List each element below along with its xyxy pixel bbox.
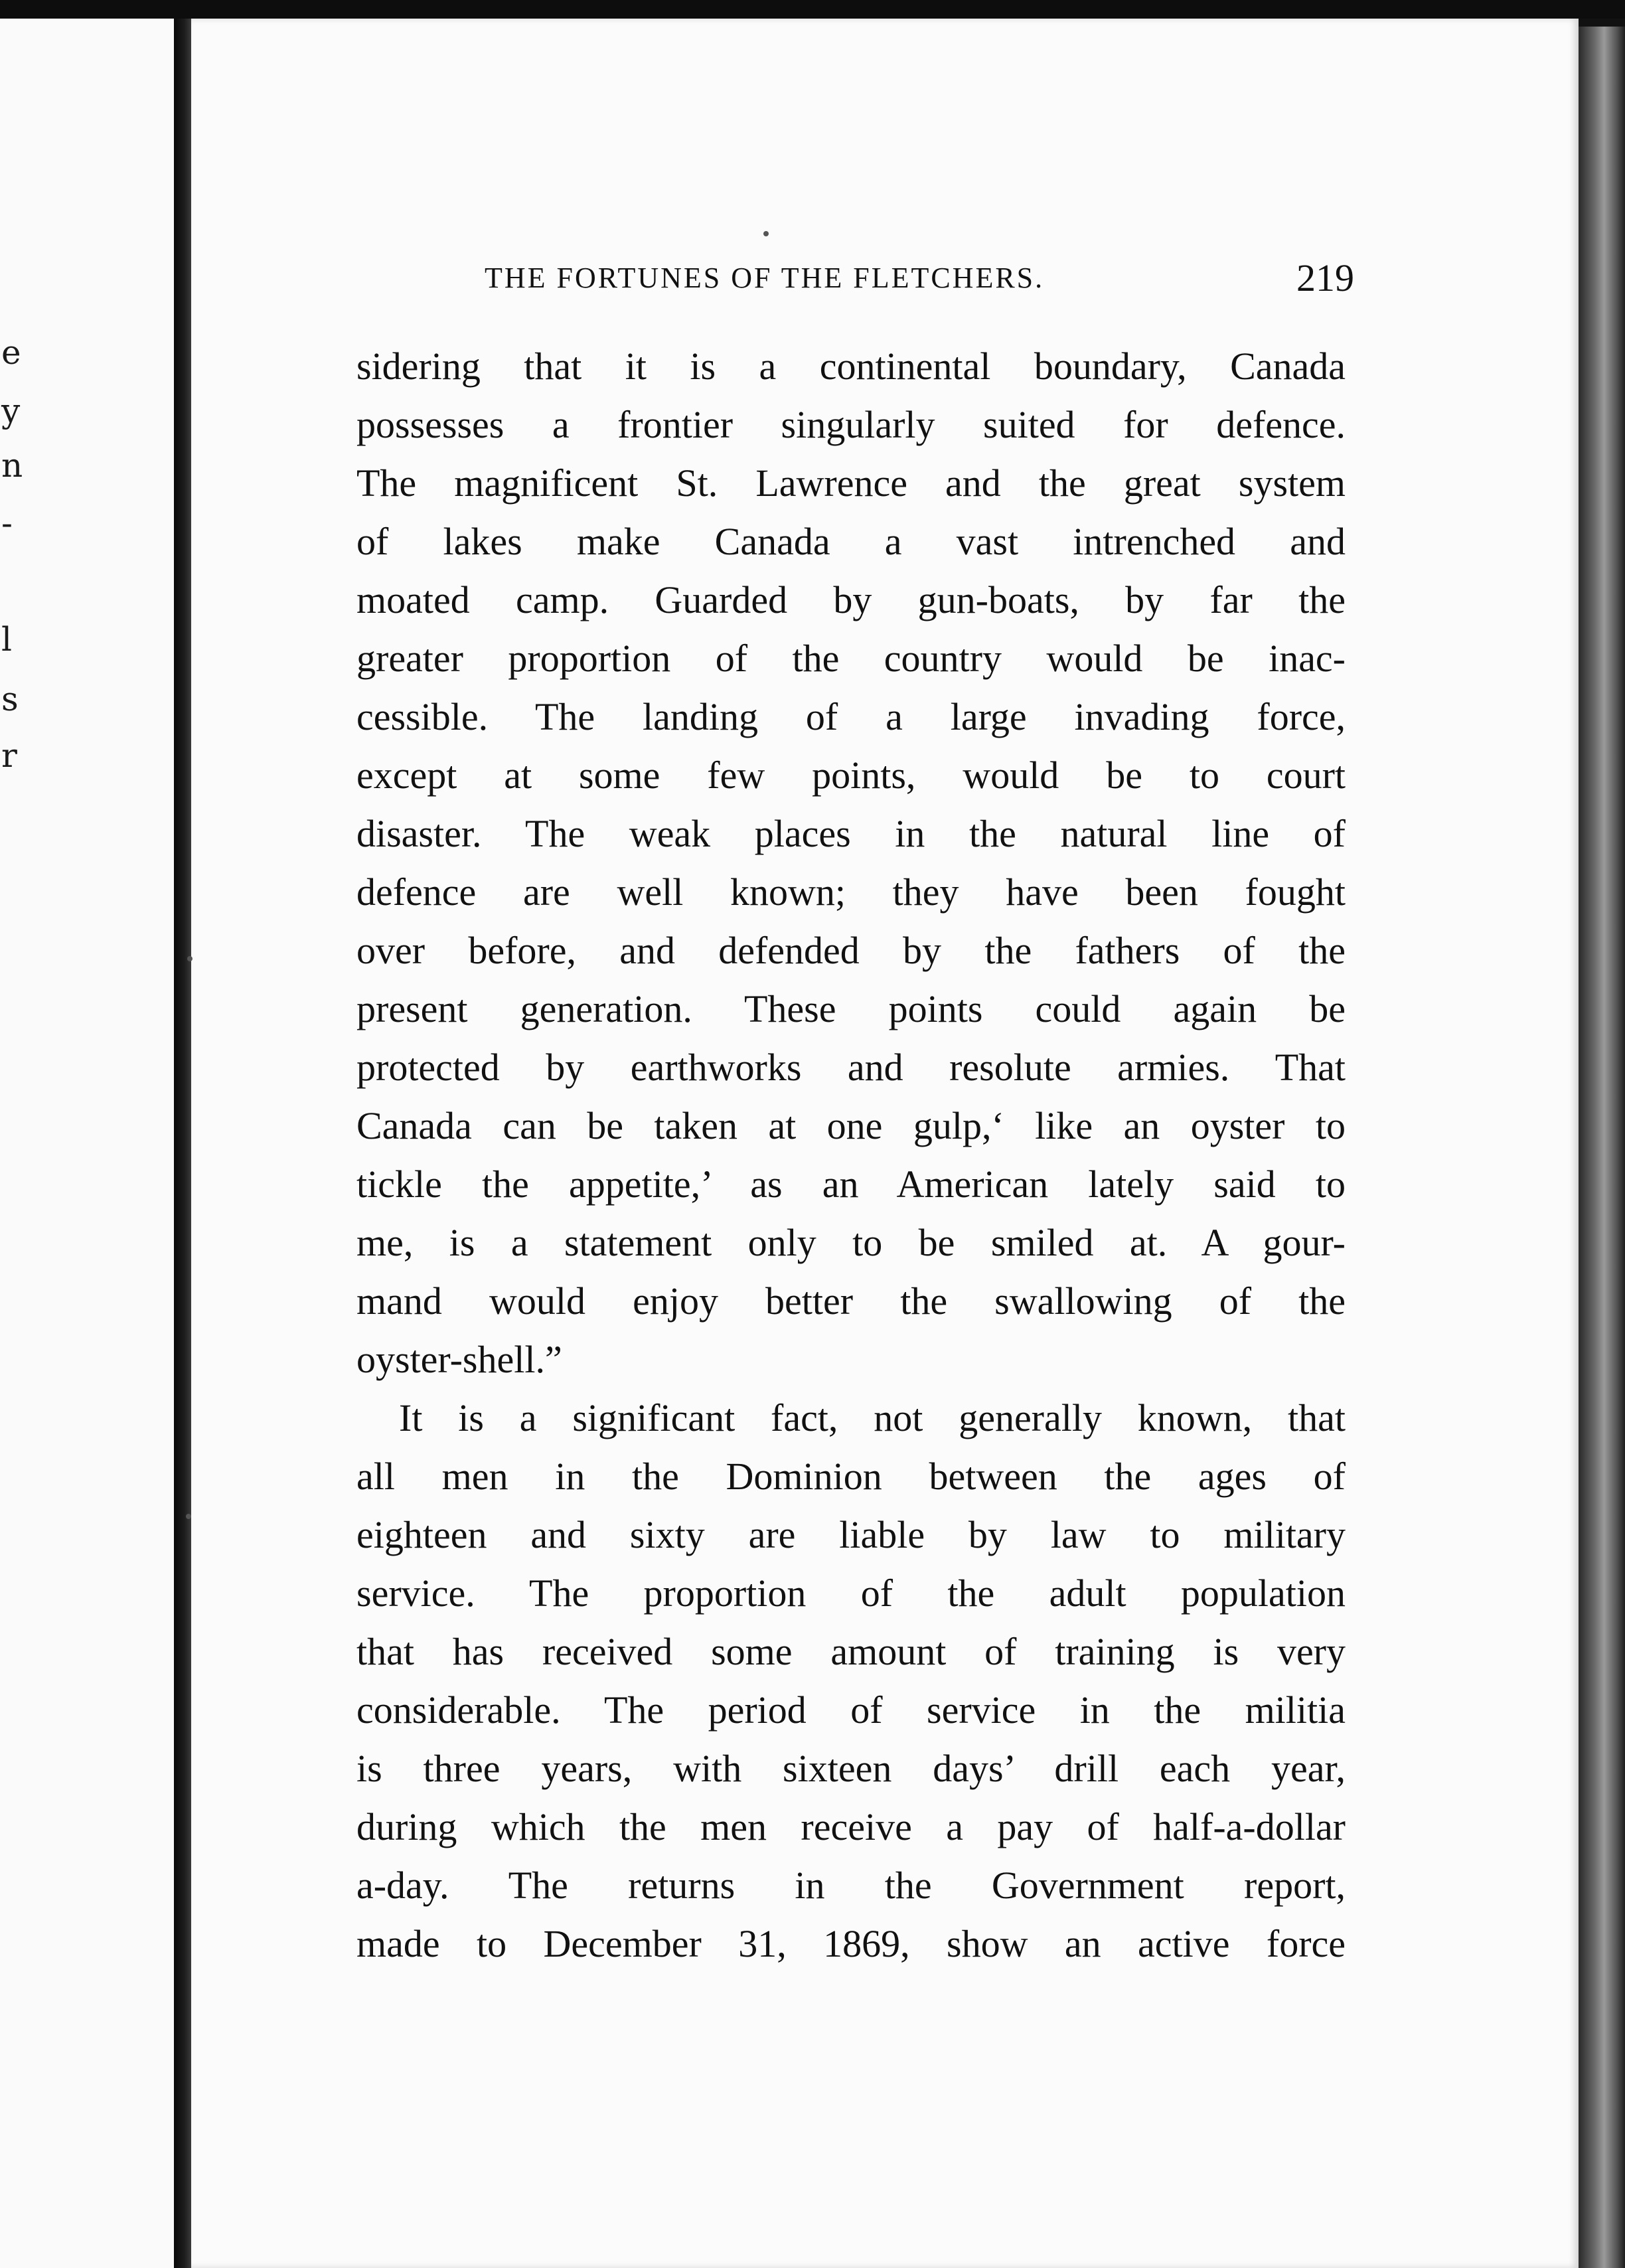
page-edge-shadow <box>1579 27 1625 2268</box>
text-line: tickle the appetite,’ as an American lately said to <box>356 1163 1346 1206</box>
text-line: me, is a statement only to be smiled at. A gour- <box>356 1221 1346 1264</box>
text-line: moated camp. Guarded by gun-boats, by far the <box>356 578 1346 621</box>
text-line: Canada can be taken at one gulp,‘ like an oyster to <box>356 1104 1346 1147</box>
left-fragment: e <box>1 333 21 372</box>
text-line: eighteen and sixty are liable by law to military <box>356 1513 1346 1556</box>
text-line: all men in the Dominion between the ages of <box>356 1455 1346 1498</box>
text-line: except at some few points, would be to court <box>356 754 1346 797</box>
text-line: considerable. The period of service in the militia <box>356 1688 1346 1732</box>
text-line: made to December 31, 1869, show an active force <box>356 1922 1346 1965</box>
text-line: service. The proportion of the adult population <box>356 1572 1346 1615</box>
text-line: that has received some amount of training is very <box>356 1630 1346 1673</box>
page-number: 219 <box>1296 256 1354 299</box>
text-line: greater proportion of the country would be inac- <box>356 637 1346 680</box>
text-line: over before, and defended by the fathers of the <box>356 929 1346 972</box>
paragraph-end-line: oyster-shell.” <box>356 1338 562 1381</box>
paragraph-first-line: It is a significant fact, not generally known, that <box>399 1396 1346 1439</box>
text-line: a-day. The returns in the Government report, <box>356 1864 1346 1907</box>
text-line: protected by earthworks and resolute armies. That <box>356 1046 1346 1089</box>
running-head <box>485 256 1354 302</box>
paper-speck <box>186 1514 191 1519</box>
text-line: of lakes make Canada a vast intrenched and <box>356 520 1346 563</box>
body-text <box>356 337 1346 1973</box>
text-line: cessible. The landing of a large invading force, <box>356 695 1346 738</box>
book-gutter <box>174 19 191 2268</box>
scan-top-border <box>0 0 1625 19</box>
running-head-title: THE FORTUNES OF THE FLETCHERS. <box>485 262 1045 294</box>
left-fragment: n <box>1 446 23 485</box>
left-fragment: r <box>1 736 17 775</box>
left-page-text-fragments <box>0 19 23 882</box>
left-fragment: y <box>1 392 21 430</box>
text-line: during which the men receive a pay of half-a-dollar <box>356 1805 1346 1848</box>
text-line: possesses a frontier singularly suited for defence. <box>356 403 1346 446</box>
left-fragment: s <box>1 680 19 718</box>
left-fragment: l <box>1 620 12 659</box>
text-line: The magnificent St. Lawrence and the great system <box>356 461 1346 505</box>
text-line: defence are well known; they have been fought <box>356 870 1346 914</box>
left-page-fragment <box>0 19 174 2268</box>
text-line: present generation. These points could again be <box>356 987 1346 1030</box>
paper-speck <box>763 231 769 236</box>
left-fragment: - <box>1 504 13 542</box>
paper-speck <box>187 956 193 961</box>
text-line: sidering that it is a continental boundary, Canada <box>356 345 1346 388</box>
text-line: mand would enjoy better the swallowing of the <box>356 1279 1346 1323</box>
text-line: disaster. The weak places in the natural line of <box>356 812 1346 855</box>
text-line: is three years, with sixteen days’ drill each year, <box>356 1747 1346 1790</box>
